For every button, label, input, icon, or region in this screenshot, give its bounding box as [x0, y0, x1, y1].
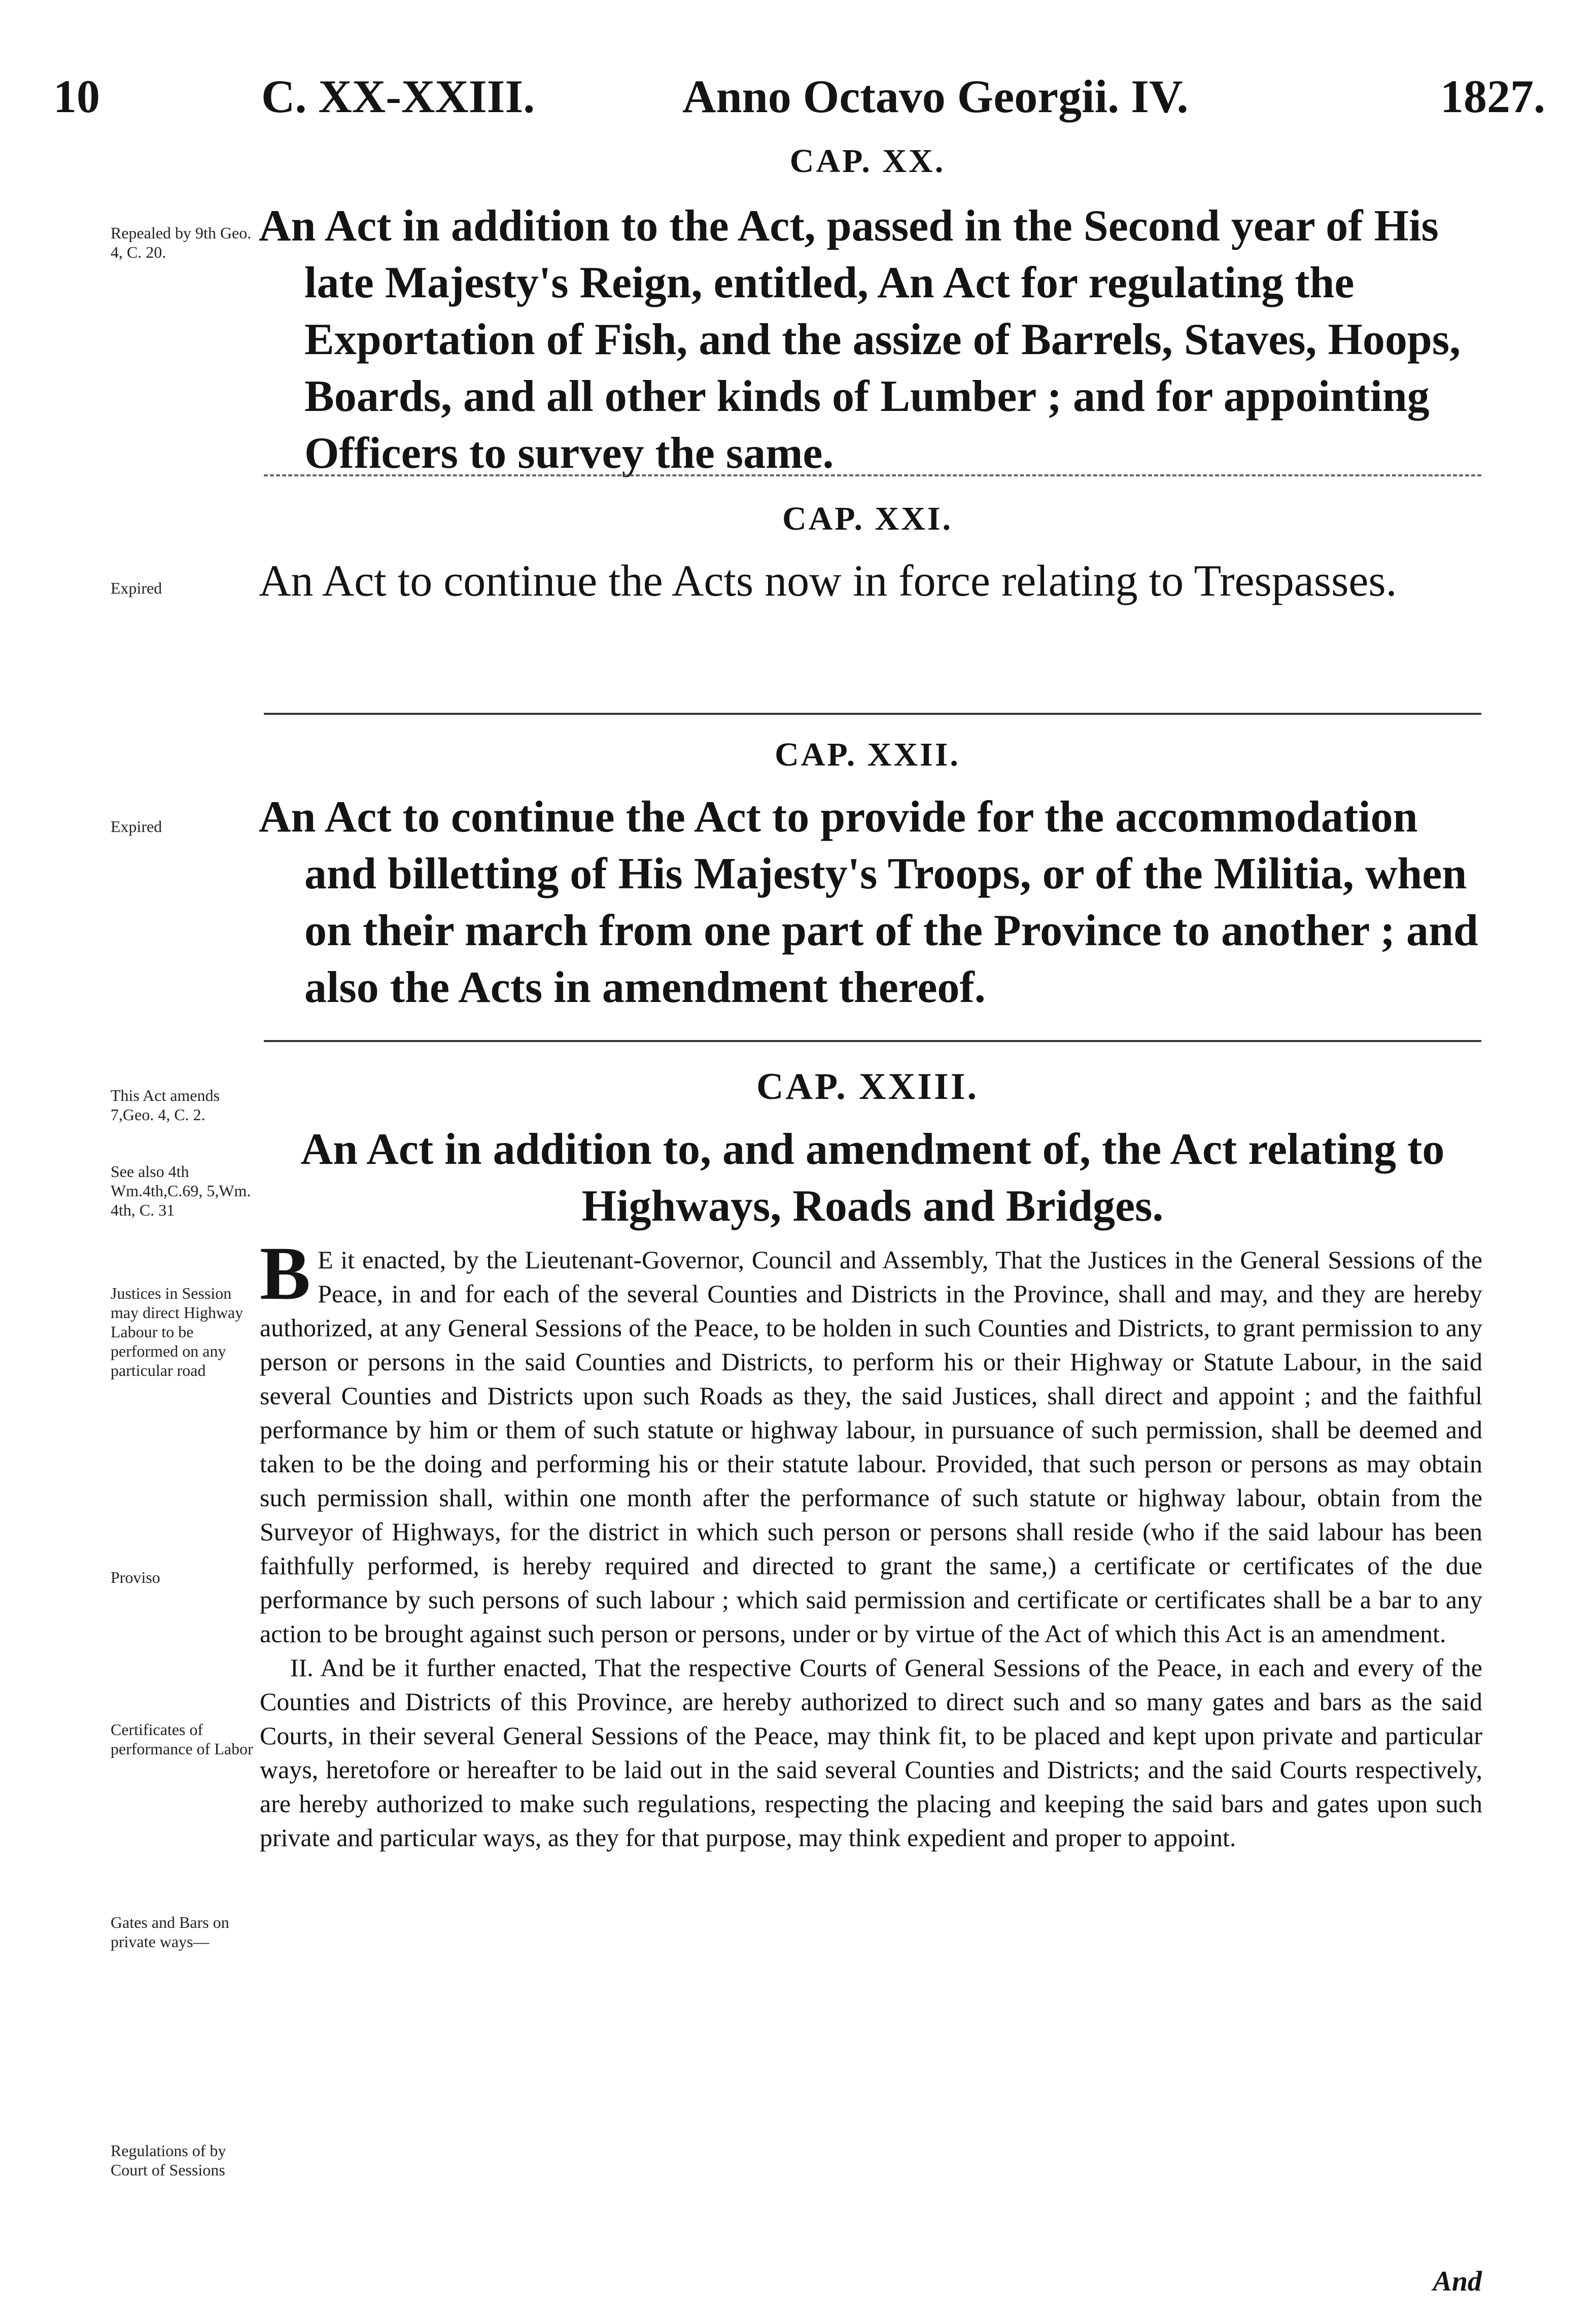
margin-gates-bars: Gates and Bars on private ways—: [111, 1913, 229, 1951]
section-divider: [264, 713, 1481, 715]
section-2: II. And be it further enacted, That the respective Courts of General Sessions of the Peace, in each and every of the Counties and Districts of this Province, are hereby authorized to direct such and so many gates and bars as the said Courts, in their several General Sessions of the Peace, may think fit, to be placed and kept upon private and particular ways, heretofore or hereafter to be laid out in the said several Counties and Districts; and the said Courts respectively, are hereby authorized to make such regulations, respecting the placing and keeping the said bars and gates upon such private and particular ways, as they for that purpose, may think expedient and proper to appoint.: [260, 1653, 1482, 1852]
cap-22-margin-note: Expired: [111, 817, 162, 836]
margin-regulations: Regulations of by Court of Sessions: [111, 2141, 226, 2179]
cap-21-margin-note: Expired: [111, 579, 162, 597]
cap-21-title: An Act to continue the Acts now in force relating to Trespasses.: [259, 557, 1397, 606]
cap-23-title: An Act in addition to, and amendment of, the Act relating to Highways, Roads and Bridges.: [300, 1125, 1445, 1231]
cap-20-label: CAP. XX.: [789, 143, 946, 180]
cap-22-title: An Act to continue the Act to provide for the accommodation and billetting of His Majesty's Troops, or of the Militia, when on their march from one part of the Province to another ; and also the Acts in amendment thereof.: [259, 792, 1478, 1012]
cap-22-label: CAP. XXII.: [775, 736, 960, 773]
running-header: [53, 66, 1545, 127]
drop-cap: B: [260, 1231, 311, 1316]
chapter-range: C. XX-XXIII.: [261, 71, 535, 122]
section-divider: [264, 1040, 1481, 1042]
year: 1827.: [1440, 71, 1545, 122]
margin-proviso: Proviso: [111, 1568, 160, 1586]
cap-20-title: An Act in addition to the Act, passed in the Second year of His late Majesty's Reign, entitled, An Act for regulating the Exportation of Fish, and the assize of Barrels, Staves, Hoops, Boards, and all other kinds of Lumber ; and for appointing Officers to survey the same.: [259, 201, 1461, 478]
cap-23-label: CAP. XXIII.: [756, 1066, 979, 1108]
section-1: [260, 1231, 1482, 1651]
cap-21-label: CAP. XXI.: [782, 500, 953, 537]
regnal-year: Anno Octavo Georgii. IV.: [682, 71, 1189, 122]
section-1-text: E it enacted, by the Lieutenant-Governor, Council and Assembly, That the Justices in the General Sessions of the Peace, in and for each of the several Counties and Districts in the Province, shall and may, and they are hereby authorized, at any General Sessions of the Peace, to be holden in such Counties and Districts, to grant permission to any person or persons in the said Counties and Districts, to perform his or their Highway or Statute Labour, in the said several Counties and Districts upon such Roads as they, the said Justices, shall direct and appoint ; and the faithful performance by him or them of such statute or highway labour, in pursuance of such permission, shall be deemed and taken to be the doing and performing his or their statute labour. Provided, that such person or persons as may obtain such permission shall, within one month after the performance of such statute or highway labour, obtain from the Surveyor of Highways, for the district in which such person or persons shall reside (who if the said labour has been faithfully performed, is hereby required and directed to grant the same,) a certificate or certificates of the due performance by such persons of such labour ; which said permission and certificate or certificates shall be a bar to any action to be brought against such person or persons, under or by virtue of the Act of which this Act is an amendment.: [260, 1246, 1482, 1648]
cap-20-margin-note: Repealed by 9th Geo. 4, C. 20.: [111, 224, 252, 261]
cap-23-body: [260, 1231, 1482, 1855]
cap-23-margin-amends: This Act amends 7,Geo. 4, C. 2.: [111, 1086, 220, 1124]
margin-certificates: Certificates of performance of Labor: [111, 1720, 253, 1758]
cap-23-margin-see-also: See also 4th Wm.4th,C.69, 5,Wm. 4th, C. 31: [111, 1162, 251, 1219]
margin-justices: Justices in Session may direct Highway Labour to be performed on any particular road: [111, 1284, 244, 1379]
section-divider: [264, 474, 1481, 476]
catchword: And: [1433, 2266, 1482, 2297]
page-number: 10: [53, 71, 100, 122]
